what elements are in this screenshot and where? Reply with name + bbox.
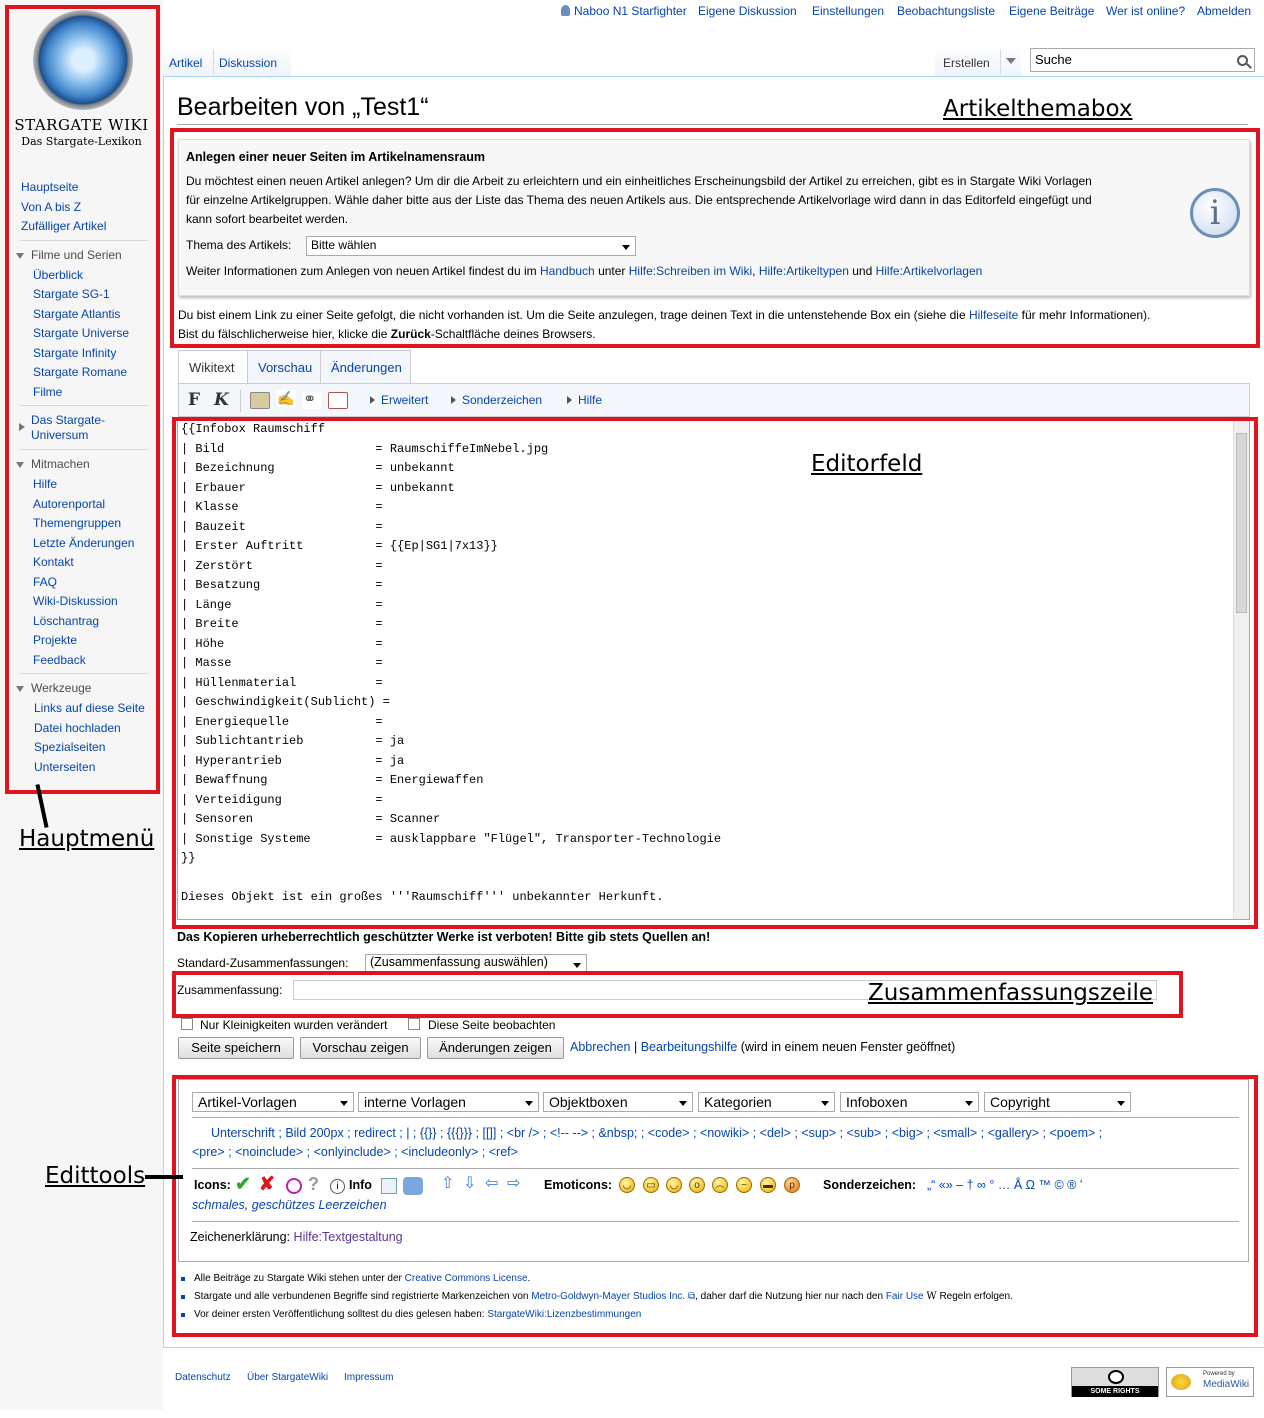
editor-toolbar — [178, 383, 1250, 417]
editor-scrollbar[interactable] — [1233, 419, 1249, 919]
sidebar-link-hilfe[interactable]: Hilfe — [33, 477, 58, 491]
cc-license-link[interactable]: Creative Commons License — [404, 1273, 528, 1284]
toolbar-help[interactable]: Hilfe — [578, 393, 603, 407]
cancel-link[interactable]: Abbrechen — [570, 1040, 631, 1054]
sidebar-link-stargate-universum[interactable]: Das Stargate-Universum — [31, 413, 106, 442]
license-line-3 — [194, 1309, 641, 1320]
personal-link-online[interactable]: Wer ist online? — [1106, 4, 1186, 18]
personal-link-discussion[interactable]: Eigene Diskussion — [698, 4, 797, 18]
edit-help-link[interactable]: Bearbeitungshilfe — [640, 1040, 738, 1054]
special-chars-links[interactable]: „“ «» – † ∞ ° … Å Ω ™ © ® ʻ — [927, 1178, 1083, 1192]
stargate-logo-icon[interactable] — [33, 10, 133, 110]
chevron-right-icon[interactable] — [19, 423, 25, 431]
chevron-right-icon — [567, 396, 572, 404]
copyright-warning: Das Kopieren urheberrechtlich geschützter Werke ist verboten! Bitte gib stets Quellen an! — [177, 930, 711, 944]
cool-emoticon-icon[interactable]: ▬ — [760, 1177, 776, 1193]
chevron-right-icon — [451, 396, 456, 404]
arrow-down-icon[interactable]: ⇩ — [463, 1175, 477, 1192]
wikitext-line: | Klasse = — [181, 500, 383, 514]
arrow-up-icon[interactable]: ⇧ — [441, 1175, 455, 1192]
wikitext-line: | Erbauer = unbekannt — [181, 480, 455, 495]
fair-use-link[interactable]: Fair Use — [885, 1291, 924, 1302]
edit-options — [570, 1038, 955, 1057]
wikitext-editor[interactable] — [177, 418, 1250, 920]
license-l1-prefix: Alle Beiträge zu Stargate Wiki stehen unter der — [194, 1273, 402, 1284]
link-icon[interactable]: ⚭ — [302, 392, 322, 409]
license-line-2 — [194, 1291, 1013, 1302]
sidebar-link-feedback[interactable]: Feedback — [33, 653, 86, 667]
personal-link-user[interactable]: Naboo N1 Starfighter — [574, 4, 687, 18]
special-chars-label: Sonderzeichen: — [823, 1178, 917, 1192]
sidebar-link-kontakt[interactable]: Kontakt — [33, 555, 74, 569]
summary-label: Zusammenfassung: — [177, 983, 283, 997]
wikitext-line: | Hüllenmaterial = — [181, 675, 383, 690]
license-l2-mid: , daher darf die Nutzung hier nur nach den — [695, 1291, 884, 1302]
chevron-down-icon[interactable] — [16, 253, 24, 259]
search-input[interactable]: Suche — [1030, 48, 1255, 72]
annotation-label-edittools: Edittools — [45, 1163, 146, 1189]
sidebar-link-projekte[interactable]: Projekte — [33, 633, 78, 647]
sidebar-heading-mitmachen[interactable]: Mitmachen — [31, 457, 90, 471]
italic-button[interactable]: K — [214, 390, 229, 410]
wikitext-line: | Sublichtantrieb = ja — [181, 734, 405, 748]
chevron-right-icon — [370, 396, 375, 404]
wikitext-line: }} — [181, 851, 196, 865]
infobox-text-2: für einzelne Artikelgruppen. Wähle daher bitte aus der Liste das Thema des neuen Artikels aus. Die entsprechende Artikelvorlage wird dann in das Editorfeld eingefügt und — [186, 193, 1092, 207]
select-copyright[interactable]: Copyright — [984, 1092, 1131, 1112]
logo-subtitle: Das Stargate-Lexikon — [21, 135, 142, 148]
theme-label: Thema des Artikels: — [186, 238, 292, 252]
sidebar-link-atlantis[interactable]: Stargate Atlantis — [33, 307, 121, 321]
sidebar-link-themengruppen[interactable]: Themengruppen — [33, 516, 122, 530]
wikitext-line: | Bezeichnung = unbekannt — [181, 461, 455, 475]
wikitext-line: | Länge = — [181, 597, 383, 612]
notice-line2-suffix: -Schaltfläche deines Browsers. — [430, 327, 596, 341]
footer-about[interactable]: Über StargateWiki — [247, 1372, 329, 1383]
minor-edit-checkbox[interactable] — [181, 1018, 193, 1030]
nbsp-link[interactable]: schmales, geschützes Leerzeichen — [192, 1198, 387, 1212]
wikipedia-w-icon: W — [926, 1291, 937, 1302]
tab-wikitext[interactable]: Wikitext — [178, 350, 248, 384]
notice-line-1 — [178, 306, 1150, 325]
wikitext-line: | Breite = — [181, 617, 383, 631]
grin-emoticon-icon[interactable]: ▭ — [643, 1177, 659, 1193]
infobox-further-info — [186, 262, 982, 281]
wikitext-line: | Bewaffnung = Energiewaffen — [181, 773, 484, 787]
link-handbuch[interactable]: Handbuch — [540, 264, 595, 278]
select-objektboxen[interactable]: Objektboxen — [543, 1092, 693, 1112]
tab-preview[interactable]: Vorschau — [247, 350, 321, 384]
annotation-label-zusammenfassungszeile: Zusammenfassungszeile — [868, 980, 1153, 1006]
emoticons-label: Emoticons: — [544, 1178, 613, 1192]
footer-privacy[interactable]: Datenschutz — [175, 1372, 231, 1383]
select-interne-vorlagen[interactable]: interne Vorlagen — [358, 1092, 539, 1112]
link-artikelvorlagen[interactable]: Hilfe:Artikelvorlagen — [875, 264, 983, 278]
page-title: Bearbeiten von „Test1“ — [177, 93, 429, 121]
infobox-text-3: kann sofort bearbeitet werden. — [186, 212, 349, 226]
cc-icon — [1108, 1370, 1124, 1384]
theme-select[interactable]: Bitte wählen — [306, 236, 636, 256]
license-l3-prefix: Vor deiner ersten Veröffentlichung solltest du dies gelesen haben: — [194, 1309, 485, 1320]
annotation-pointer-edittools — [145, 1175, 183, 1179]
tab-article[interactable]: Artikel — [169, 56, 203, 70]
wikitext-line: | Masse = — [181, 656, 383, 670]
watch-label: Diese Seite beobachten — [428, 1018, 556, 1032]
wikitext-line: | Sensoren = Scanner — [181, 812, 441, 826]
sidebar-link-unterseiten[interactable]: Unterseiten — [34, 760, 96, 774]
further-prefix: Weiter Informationen zum Anlegen von neuen Artikel findest du im — [186, 264, 537, 278]
mgm-link[interactable]: Metro-Goldwyn-Mayer Studios Inc. — [531, 1291, 686, 1302]
cc-badge-text: SOME RIGHTS RESERVED — [1072, 1386, 1158, 1397]
tongue-emoticon-icon[interactable]: p — [784, 1177, 800, 1193]
sidebar-link-loeschantrag[interactable]: Löschantrag — [33, 614, 100, 628]
arrow-left-icon[interactable]: ⇦ — [485, 1175, 499, 1192]
sidebar-link-wiki-diskussion[interactable]: Wiki-Diskussion — [33, 594, 118, 608]
logo-title: STARGATE WIKI — [14, 116, 149, 134]
wikitext-line: | Sonstige Systeme = ausklappbare "Flügel", Transporter-Technologie — [181, 831, 722, 846]
reference-icon[interactable] — [328, 392, 348, 409]
wikitext-line: | Höhe = — [181, 636, 383, 651]
embedded-file-icon[interactable] — [250, 392, 270, 409]
powered-by-text: Powered by — [1203, 1371, 1235, 1377]
sidebar-link-random[interactable]: Zufälliger Artikel — [21, 219, 107, 233]
external-link-icon: ⧉ — [685, 1291, 696, 1302]
further-comma: , — [752, 264, 756, 278]
sidebar-link-datei-hochladen[interactable]: Datei hochladen — [34, 721, 121, 735]
happy-emoticon-icon[interactable]: ◡ — [666, 1177, 682, 1193]
license-line-1 — [194, 1273, 530, 1284]
wikitext-line: {{Infobox Raumschiff — [181, 422, 326, 436]
further-and: und — [852, 264, 873, 278]
sidebar-link-links-hier[interactable]: Links auf diese Seite — [34, 701, 145, 715]
sidebar-link-infinity[interactable]: Stargate Infinity — [33, 346, 117, 360]
sidebar-link-romane[interactable]: Stargate Romane — [33, 365, 128, 379]
info-circle-icon[interactable]: i — [330, 1179, 345, 1194]
minor-edit-label: Nur Kleinigkeiten wurden verändert — [200, 1018, 388, 1032]
sidebar-link-faq[interactable]: FAQ — [33, 575, 58, 589]
icons-label: Icons: — [194, 1178, 231, 1192]
wikitext-line: | Zerstört = — [181, 558, 383, 573]
chevron-down-icon[interactable] — [16, 462, 24, 468]
mediawiki-text: MediaWiki — [1203, 1379, 1250, 1390]
notice-back-word: Zurück — [390, 327, 431, 341]
notice-suffix: für mehr Informationen). — [1021, 308, 1151, 322]
info-icon: i — [1190, 188, 1240, 238]
sidebar-link-ueberblick[interactable]: Überblick — [33, 268, 84, 282]
notice-line2-prefix: Bist du fälschlicherweise hier, klicke die — [178, 327, 388, 341]
question-icon[interactable]: ? — [308, 1174, 319, 1194]
wikitext-line: | Erster Auftritt = {{Ep|SG1|7x13}} — [181, 539, 498, 553]
signature-icon[interactable]: ✍ — [277, 390, 295, 406]
user-icon — [561, 5, 570, 16]
sidebar-link-autorenportal[interactable]: Autorenportal — [33, 497, 106, 511]
chevron-down-icon[interactable] — [16, 686, 24, 692]
link-hilfeseite[interactable]: Hilfeseite — [968, 308, 1019, 322]
annotation-label-hauptmenue: Hauptmenü — [19, 826, 155, 852]
chevron-down-icon[interactable] — [1006, 58, 1016, 64]
wikitext-line: | Bauzeit = — [181, 519, 383, 534]
legend-line — [190, 1228, 403, 1247]
personal-link-logout[interactable]: Abmelden — [1197, 4, 1252, 18]
wikitext-line: Dieses Objekt ist ein großes '''Raumschiff''' unbekannter Herkunft. — [181, 890, 664, 904]
toolbar-advanced[interactable]: Erweitert — [381, 393, 429, 407]
further-under: unter — [598, 264, 626, 278]
merge-icon[interactable] — [403, 1177, 423, 1195]
tab-create[interactable]: Erstellen — [943, 56, 990, 70]
confused-emoticon-icon[interactable]: ~ — [736, 1177, 752, 1193]
cross-icon[interactable]: ✘ — [259, 1174, 275, 1195]
notice-line-2 — [178, 325, 596, 344]
preview-button[interactable]: Vorschau zeigen — [300, 1037, 421, 1059]
watch-checkbox[interactable] — [408, 1018, 420, 1030]
save-button[interactable]: Seite speichern — [178, 1037, 294, 1059]
sidebar-heading-film[interactable]: Filme und Serien — [31, 248, 122, 262]
personal-link-contributions[interactable]: Eigene Beiträge — [1009, 4, 1095, 18]
sidebar-link-letzte-aenderungen[interactable]: Letzte Änderungen — [33, 536, 135, 550]
sad-emoticon-icon[interactable]: ︵ — [712, 1177, 728, 1193]
snippet-links-line-1[interactable]: Unterschrift ; Bild 200px ; redirect ; | ; {{}} ; {{{}}} ; [[]] ; <br /> ; <!-- --> ; &nbsp; ; <code> ; <nowiki> ; <del> ; <sup> ; <sub> ; <big> ; <small> ; <gallery> ; <poem> ; — [211, 1126, 1103, 1140]
select-infoboxen[interactable]: Infoboxen — [840, 1092, 979, 1112]
link-artikeltypen[interactable]: Hilfe:Artikeltypen — [758, 264, 849, 278]
wikitext-line: | Hyperantrieb = ja — [181, 753, 405, 768]
mediawiki-badge[interactable] — [1166, 1367, 1254, 1397]
toolbar-special-chars[interactable]: Sonderzeichen — [462, 393, 543, 407]
annotation-label-editorfeld: Editorfeld — [811, 451, 923, 477]
edit-help-note: (wird in einem neuen Fenster geöffnet) — [740, 1040, 956, 1054]
tab-discussion[interactable]: Diskussion — [219, 56, 278, 70]
std-summary-label: Standard-Zusammenfassungen: — [177, 956, 349, 970]
notice-prefix: Du bist einem Link zu einer Seite gefolgt, die nicht vorhanden ist. Um die Seite anzulegen, trage deinen Text in die untenstehende Box ein (siehe die — [178, 308, 966, 322]
info-label[interactable]: Info — [349, 1178, 372, 1192]
license-l1-suffix: . — [527, 1273, 531, 1284]
tab-changes[interactable]: Änderungen — [320, 350, 411, 384]
legend-link[interactable]: Hilfe:Textgestaltung — [293, 1230, 403, 1244]
license-l2-prefix: Stargate und alle verbundenen Begriffe sind registrierte Markenzeichen von — [194, 1291, 529, 1302]
wikitext-line: | Verteidigung = — [181, 792, 383, 807]
arrow-right-icon[interactable]: ⇨ — [507, 1175, 521, 1192]
wikitext-line: | Bild = RaumschiffeImNebel.jpg — [181, 441, 549, 456]
sidebar-link-hauptseite[interactable]: Hauptseite — [21, 180, 79, 194]
personal-link-settings[interactable]: Einstellungen — [812, 4, 885, 18]
wikitext-line: | Besatzung = — [181, 578, 383, 592]
edit-check-icon[interactable] — [381, 1178, 397, 1194]
check-icon[interactable]: ✔ — [235, 1174, 251, 1195]
link-schreiben[interactable]: Hilfe:Schreiben im Wiki — [628, 264, 753, 278]
surprised-emoticon-icon[interactable]: o — [689, 1177, 705, 1193]
wikitext-line: | Geschwindigkeit(Sublicht) = — [181, 695, 390, 709]
legend-label: Zeichenerklärung: — [190, 1230, 291, 1244]
infobox-heading: Anlegen einer neuer Seiten im Artikelnamensraum — [186, 150, 485, 164]
annotation-label-artikelthemabox: Artikelthemabox — [943, 96, 1133, 122]
sunflower-icon — [1171, 1374, 1191, 1390]
sidebar-link-spezialseiten[interactable]: Spezialseiten — [34, 740, 106, 754]
snippet-links-line-2[interactable]: <pre> ; <noinclude> ; <onlyinclude> ; <includeonly> ; <ref> — [192, 1145, 518, 1159]
select-kategorien[interactable]: Kategorien — [698, 1092, 835, 1112]
options-separator: | — [633, 1040, 638, 1054]
sidebar-link-universe[interactable]: Stargate Universe — [33, 326, 130, 340]
cc-badge[interactable] — [1071, 1367, 1159, 1406]
sidebar-link-filme[interactable]: Filme — [33, 385, 63, 399]
wikitext-line: | Energiequelle = — [181, 714, 383, 729]
footer-imprint[interactable]: Impressum — [344, 1372, 394, 1383]
sidebar-link-a-z[interactable]: Von A bis Z — [21, 200, 82, 214]
sidebar — [0, 0, 163, 1418]
neutral-icon[interactable] — [286, 1178, 302, 1194]
select-artikel-vorlagen[interactable]: Artikel-Vorlagen — [192, 1092, 354, 1112]
lizenz-link[interactable]: StargateWiki:Lizenzbestimmungen — [487, 1309, 642, 1320]
std-summary-select[interactable]: (Zusammenfassung auswählen) — [365, 954, 587, 973]
smile-emoticon-icon[interactable]: ◡ — [619, 1177, 635, 1193]
sidebar-link-sg1[interactable]: Stargate SG-1 — [33, 287, 110, 301]
license-l2-suffix: Regeln erfolgen. — [939, 1291, 1013, 1302]
bold-button[interactable]: F — [188, 390, 201, 410]
personal-link-watchlist[interactable]: Beobachtungsliste — [897, 4, 996, 18]
show-changes-button[interactable]: Änderungen zeigen — [427, 1037, 564, 1059]
sidebar-heading-werkzeuge[interactable]: Werkzeuge — [31, 681, 92, 695]
infobox-text-1: Du möchtest einen neuen Artikel anlegen? Um dir die Arbeit zu erleichtern und ein einheitliches Erscheinungsbild der Artikel zu erreichen, gibt es in Stargate Wiki Vorlagen — [186, 174, 1092, 188]
